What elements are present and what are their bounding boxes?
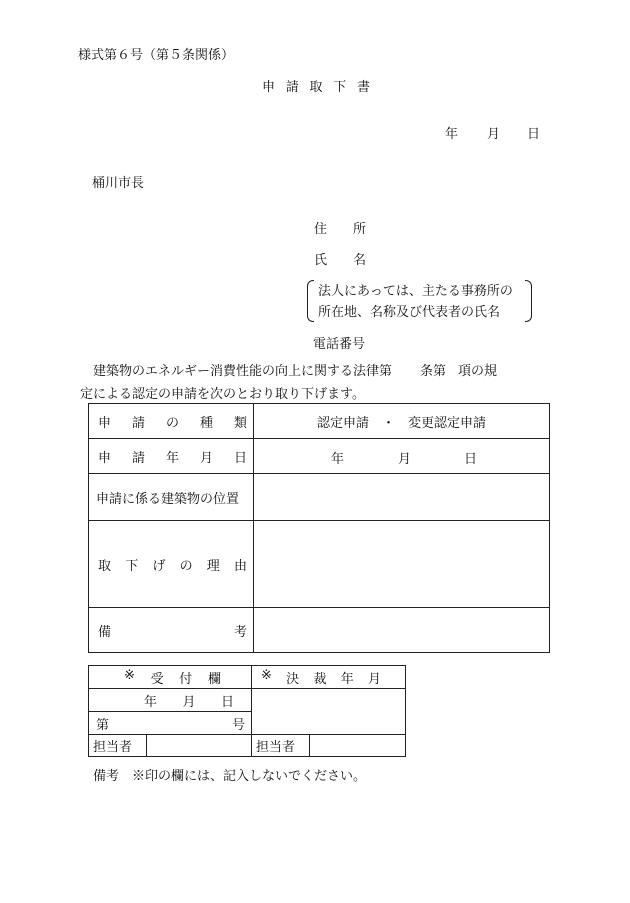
title-char: 下 xyxy=(333,80,347,95)
address-label: 住 所 xyxy=(314,222,366,237)
application-date-value[interactable] xyxy=(254,439,550,474)
year-unit: 年 xyxy=(331,452,345,467)
decision-person-label: 担当者 xyxy=(252,735,310,757)
application-date-label: 申 請 年 月 日 xyxy=(98,450,247,466)
reception-person-value[interactable] xyxy=(147,735,252,757)
decision-header: ※ 決 裁 年 月 xyxy=(261,667,381,687)
remarks-value[interactable] xyxy=(254,608,550,653)
reception-person-label: 担当者 xyxy=(89,735,147,757)
reception-header: ※ 受 付 欄 xyxy=(124,667,222,687)
footnote: 備考 ※印の欄には、記入しないでください。 xyxy=(93,769,367,784)
reception-date: 年 月 日 xyxy=(144,694,235,710)
remarks-label: 備 考 xyxy=(98,624,247,640)
addressee: 桶川市長 xyxy=(92,176,145,191)
table-row xyxy=(89,735,406,757)
table-row xyxy=(89,666,406,689)
receipt-table xyxy=(88,665,406,757)
corporate-note-line-1: 法人にあっては、主たる事務所の xyxy=(318,284,513,299)
document-title xyxy=(262,76,370,95)
table-row xyxy=(89,608,550,653)
reception-number: 第 号 xyxy=(96,717,246,733)
decision-date-cell[interactable] xyxy=(252,689,406,735)
label-cell xyxy=(89,521,254,608)
title-char: 請 xyxy=(285,80,299,95)
withdrawal-reason-label: 取 下 げ の 理 由 xyxy=(98,558,247,574)
corporate-note xyxy=(307,280,532,322)
corporate-note-line-2: 所在地、名称及び代表者の氏名 xyxy=(318,305,501,320)
withdrawal-table xyxy=(88,403,550,653)
label-cell xyxy=(89,404,254,439)
body-text-line-1: 建築物のエネルギー消費性能の向上に関する法律第 条第 項の規 xyxy=(93,364,498,379)
building-location-value[interactable] xyxy=(254,474,550,521)
day-unit: 日 xyxy=(464,452,478,467)
date-year-unit: 年 xyxy=(445,127,459,142)
decision-person-value[interactable] xyxy=(310,735,406,757)
reception-date-cell[interactable] xyxy=(89,689,252,712)
date-month-unit: 月 xyxy=(487,127,501,142)
table-row xyxy=(89,521,550,608)
title-char: 申 xyxy=(262,80,276,95)
table-row xyxy=(89,439,550,474)
building-location-label: 申請に係る建築物の位置 xyxy=(89,474,254,521)
decision-header-cell xyxy=(252,666,406,689)
body-text-line-2: 定による認定の申請を次のとおり取り下げます。 xyxy=(80,387,365,402)
name-label: 氏 名 xyxy=(314,253,366,268)
application-type-label: 申 請 の 種 類 xyxy=(98,415,247,431)
table-row xyxy=(89,474,550,521)
form-number: 様式第６号（第５条関係） xyxy=(78,48,235,63)
table-row xyxy=(89,689,406,712)
title-char: 書 xyxy=(356,80,370,95)
reception-number-cell[interactable] xyxy=(89,712,252,735)
month-unit: 月 xyxy=(398,452,412,467)
application-type-value[interactable]: 認定申請 ・ 変更認定申請 xyxy=(254,404,550,439)
title-char: 取 xyxy=(309,80,323,95)
label-cell xyxy=(89,608,254,653)
date-day-unit: 日 xyxy=(527,127,541,142)
label-cell xyxy=(89,439,254,474)
table-row xyxy=(89,404,550,439)
phone-label: 電話番号 xyxy=(313,337,366,352)
withdrawal-reason-value[interactable] xyxy=(254,521,550,608)
left-bracket xyxy=(307,280,314,322)
right-bracket xyxy=(525,280,532,322)
reception-header-cell xyxy=(89,666,252,689)
